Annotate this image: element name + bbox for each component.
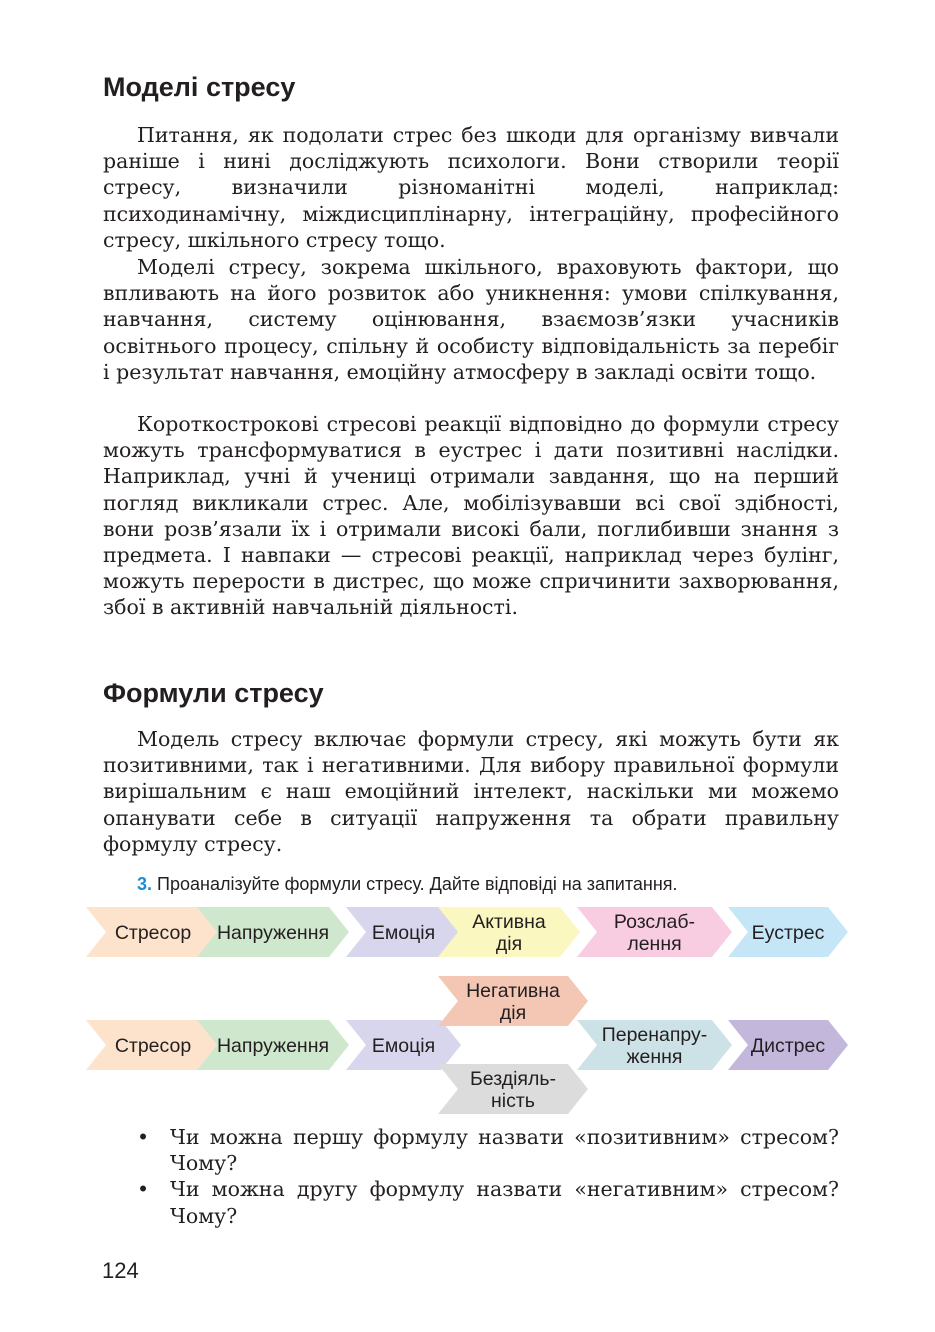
formula2-step-2-label: Напруження: [216, 1035, 330, 1057]
formula2-step-7-label: Дистрес: [750, 1035, 826, 1057]
paragraph-1: Питання, як подолати стрес без шкоди для організму вивчали раніше і нині досліджують психологи. Вони створили теорії стресу, визначили різноманітні моделі, наприклад: психодинамічну, міждисциплінарну, інтеграційну, професійного стресу, шкільного стресу тощо.: [103, 123, 839, 252]
paragraph-2: Моделі стресу, зокрема шкільного, враховують фактори, що впливають на його розвиток або уникнення: умови спілкування, навчання, систему оцінювання, взаємозв’язки учасників освітнього процесу, спільну й особисту відповідальність за перебіг і результат навчання, емоційну атмосферу в закладі освіти тощо.: [103, 255, 839, 384]
paragraph-3: Короткострокові стресові реакції відповідно до формули стресу можуть трансформуватися в еустрес і дати позитивні наслідки. Наприклад, учні й учениці отримали завдання, що на перший погляд викликали стрес. Але, мобілізувавши всі свої здібності, вони розв’язали їх і отримали високі бали, поглибивши знання з предмета. І навпаки — стресові реакції, наприклад через булінг, можуть перерости в дистрес, що може спричинити захворювання, збої в активній навчальній діяльності.: [103, 412, 839, 620]
formula1-step-2: [197, 907, 349, 957]
bullet-icon: •: [137, 1125, 150, 1149]
formula1-step-4-label: Активна: [472, 911, 546, 933]
formula2-step-1: [86, 1020, 220, 1070]
formula1-step-4: [438, 907, 580, 957]
task-text: Проаналізуйте формули стресу. Дайте відповіді на запитання.: [157, 874, 678, 894]
formula1-step-5-label: Розслаб-: [613, 911, 696, 933]
formula1-step-4-label: дія: [495, 933, 523, 955]
formula2-step-4: [438, 976, 588, 1026]
formula2-step-6-label: ження: [626, 1046, 683, 1068]
formula2-step-5: [438, 1064, 588, 1114]
question-item: [137, 1176, 839, 1228]
formula2-step-3-label: Емоція: [371, 1035, 436, 1057]
formula2-step-7: [728, 1020, 848, 1070]
formula2-step-4-label: дія: [499, 1002, 527, 1024]
formula2-step-5-label: ність: [491, 1090, 535, 1112]
formula1-step-1: [86, 907, 220, 957]
formula1-step-5: [577, 907, 732, 957]
formula2-step-6-label: Перенапру-: [601, 1024, 708, 1046]
formula1-step-5-label: лення: [627, 933, 682, 955]
formula1-step-6: [728, 907, 848, 957]
formula1-step-3-label: Емоція: [371, 922, 436, 944]
formula1-step-1-label: Стресор: [114, 922, 192, 944]
question-text: Чи можна другу формулу назвати «негативним» стресом? Чому?: [170, 1177, 839, 1228]
questions-list: [137, 1124, 839, 1229]
question-text: Чи можна першу формулу назвати «позитивним» стресом? Чому?: [170, 1125, 839, 1176]
formula1-step-3: [346, 907, 461, 957]
formula2-step-1-label: Стресор: [114, 1035, 192, 1057]
formula2-step-4-label: Негативна: [466, 980, 560, 1002]
formula1-step-2-label: Напруження: [216, 922, 330, 944]
page-number: 124: [102, 1258, 139, 1283]
paragraph-formulas: Модель стресу включає формули стресу, які можуть бути як позитивними, так і негативними. Для вибору правильної формули вирішальним є наш емоційний інтелект, наскільки ми можемо опанувати себе в ситуації напруження та обрати правильну формулу стресу.: [103, 727, 839, 856]
bullet-icon: •: [137, 1177, 150, 1202]
formula2-step-5-label: Бездіяль-: [469, 1068, 557, 1090]
question-item: [137, 1124, 839, 1176]
task-number: 3.: [137, 874, 153, 894]
section-title-stress-models: Моделі стресу: [103, 72, 296, 102]
formula2-step-6: [577, 1020, 732, 1070]
formula1-step-6-label: Еустрес: [751, 922, 825, 944]
formula2-step-3: [346, 1020, 461, 1070]
formula2-step-2: [197, 1020, 349, 1070]
section-title-stress-formulas: Формули стресу: [103, 678, 324, 708]
